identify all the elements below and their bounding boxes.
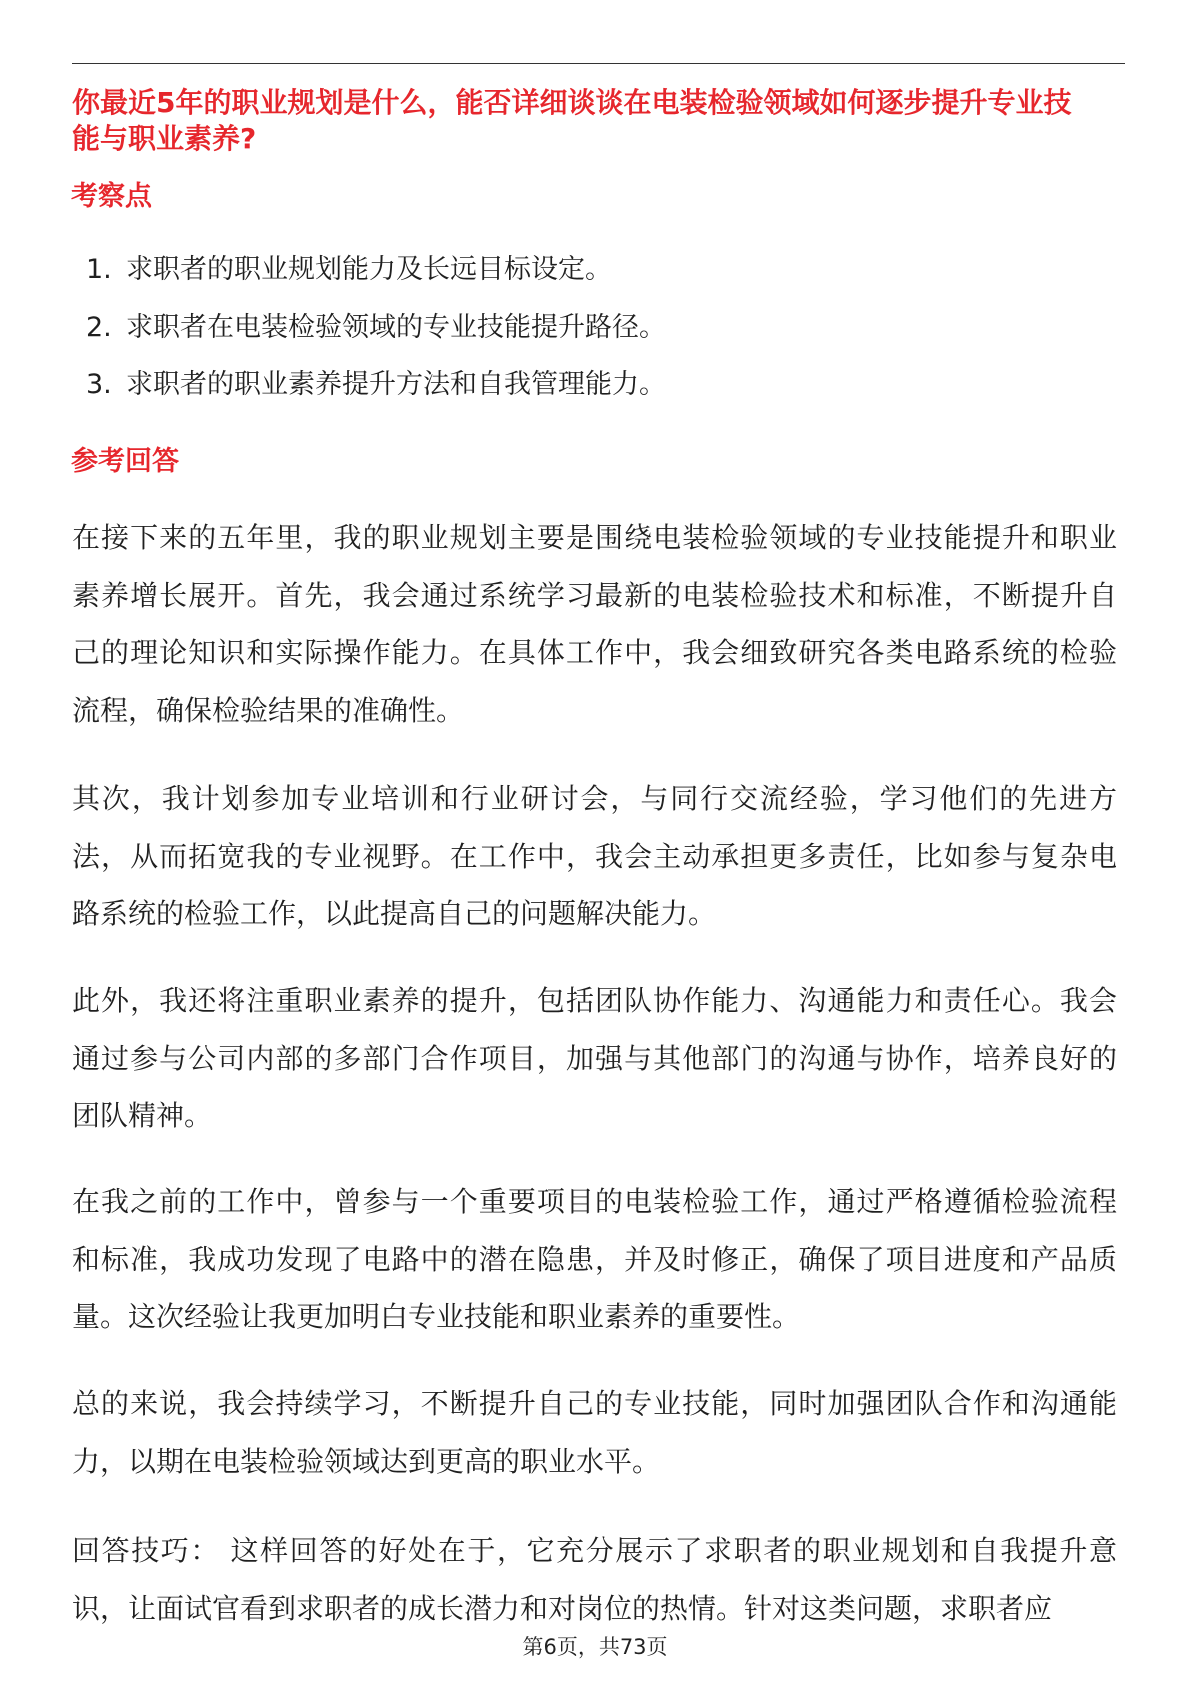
list-item [72, 299, 1117, 357]
list-item-text: 求职者的职业规划能力及长远目标设定。 [126, 254, 612, 285]
paragraph-line: 路系统的检验工作，以此提高自己的问题解决能力。 [72, 897, 717, 930]
list-item-number: 3. [86, 369, 112, 400]
paragraph-line: 团队精神。 [72, 1099, 213, 1132]
paragraph-line: 其次，我计划参加专业培训和行业研讨会，与同行交流经验，学习他们的先进方 [72, 782, 1117, 815]
paragraph-line: 通过参与公司内部的多部门合作项目，加强与其他部门的沟通与协作，培养良好的 [72, 1041, 1117, 1075]
answer-paragraph [72, 509, 1117, 739]
paragraph-line: 流程，确保检验结果的准确性。 [72, 693, 465, 727]
paragraph-line: 此外，我还将注重职业素养的提升，包括团队协作能力、沟通能力和责任心。我会 [72, 984, 1117, 1017]
paragraph-line: 回答技巧： 这样回答的好处在于，它充分展示了求职者的职业规划和自我提升意 [72, 1534, 1117, 1567]
list-item [72, 356, 1117, 414]
focus-heading: 考察点 [71, 181, 152, 212]
answer-paragraph [72, 1375, 1117, 1490]
paragraph-line: 己的理论知识和实际操作能力。在具体工作中，我会细致研究各类电路系统的检验 [72, 636, 1117, 669]
paragraph-line: 总的来说，我会持续学习，不断提升自己的专业技能，同时加强团队合作和沟通能 [72, 1387, 1117, 1420]
list-item-text: 求职者的职业素养提升方法和自我管理能力。 [126, 369, 666, 400]
paragraph-line: 法，从而拓宽我的专业视野。在工作中，我会主动承担更多责任，比如参与复杂电 [72, 839, 1117, 873]
focus-list [72, 241, 1117, 414]
paragraph-line: 和标准，我成功发现了电路中的潜在隐患，并及时修正，确保了项目进度和产品质 [72, 1242, 1117, 1276]
answer-heading: 参考回答 [71, 446, 179, 477]
list-item-number: 2. [86, 311, 112, 343]
paragraph-line: 素养增长展开。首先，我会通过系统学习最新的电装检验技术和标准，不断提升自 [72, 578, 1117, 612]
paragraph-line: 力，以期在电装检验领域达到更高的职业水平。 [72, 1444, 661, 1478]
question-line: 你最近5年的职业规划是什么，能否详细谈谈在电装检验领域如何逐步提升专业技 [72, 86, 1072, 119]
answer-tips-paragraph [72, 1522, 1117, 1637]
list-item-text: 求职者在电装检验领域的专业技能提升路径。 [126, 311, 666, 343]
list-item [72, 241, 1117, 299]
paragraph-line: 量。这次经验让我更加明白专业技能和职业素养的重要性。 [72, 1300, 801, 1333]
answer-paragraph [72, 770, 1117, 943]
question-line: 能与职业素养? [72, 122, 257, 155]
paragraph-line: 在我之前的工作中，曾参与一个重要项目的电装检验工作，通过严格遵循检验流程 [72, 1185, 1117, 1218]
paragraph-line: 在接下来的五年里，我的职业规划主要是围绕电装检验领域的专业技能提升和职业 [72, 521, 1117, 554]
page-number: 第6页，共73页 [522, 1635, 668, 1659]
paragraph-line: 识，让面试官看到求职者的成长潜力和对岗位的热情。针对这类问题，求职者应 [72, 1591, 1053, 1625]
list-item-number: 1. [86, 254, 112, 285]
answer-paragraph [72, 972, 1117, 1145]
question-title [72, 85, 1122, 157]
top-divider [72, 63, 1125, 64]
answer-paragraph [72, 1173, 1117, 1346]
